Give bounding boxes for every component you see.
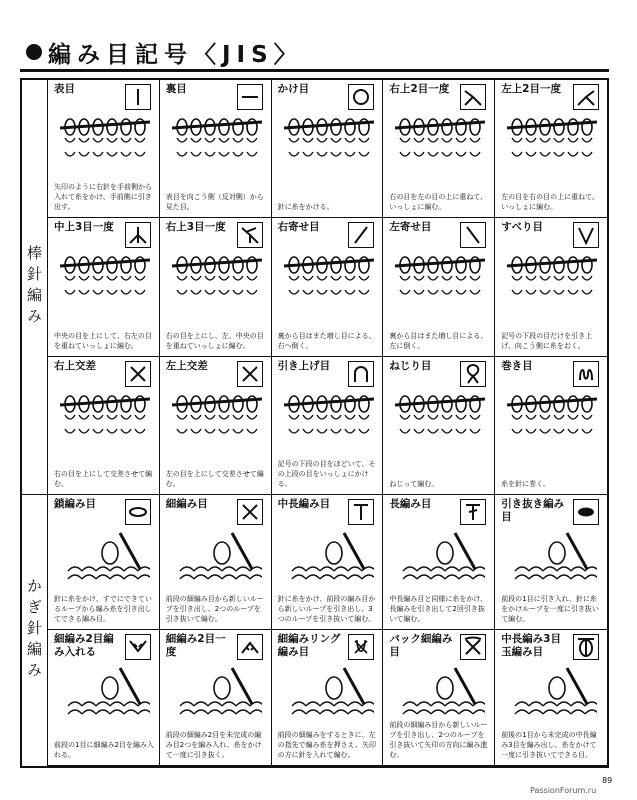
stitch-illustration xyxy=(507,252,597,306)
right-lean-icon xyxy=(460,84,486,110)
stitch-illustration xyxy=(284,252,374,306)
symbol-label: 巻き目 xyxy=(501,360,533,372)
symbol-label: 細編み目 xyxy=(165,498,208,510)
stitch-illustration-box xyxy=(507,664,597,718)
stitch-illustration xyxy=(172,252,262,306)
watermark: PassionForum.ru xyxy=(530,786,597,795)
symbol-cell xyxy=(160,630,272,766)
stitch-illustration xyxy=(395,391,485,445)
stitch-illustration-box xyxy=(395,252,485,306)
symbol-cell xyxy=(160,357,272,495)
symbol-description: 前段の細編み2目を未完成の編み目2つを編み入れ、糸をかけて一度に引き抜く。 xyxy=(165,731,262,759)
symbol-cell xyxy=(48,495,160,630)
twist-icon xyxy=(460,361,486,387)
stitch-illustration-box xyxy=(507,529,597,583)
symbol-description: 右の目を上にし、左、中央の目を重ねていっしょに編む。 xyxy=(165,332,264,350)
symbol-description: 前段の1目に細編み2目を編み入れる。 xyxy=(54,741,154,759)
page-title: 編み目記号〈JIS〉 xyxy=(48,41,303,68)
stitch-illustration xyxy=(395,664,485,718)
stitch-illustration xyxy=(172,114,262,168)
symbol-label: すべり目 xyxy=(501,221,543,233)
right-three-icon xyxy=(237,222,263,248)
stitch-illustration xyxy=(507,664,597,718)
stitch-illustration xyxy=(172,664,262,718)
symbol-label: 細編みリング編み目 xyxy=(277,633,341,658)
stitch-illustration-box xyxy=(60,664,150,718)
vertical-line-icon xyxy=(125,84,151,110)
bobble-icon xyxy=(573,634,599,660)
stitch-illustration xyxy=(60,664,150,718)
stitch-illustration xyxy=(60,529,150,583)
bullet-icon xyxy=(26,44,42,60)
filled-oval-icon xyxy=(573,499,599,525)
symbol-label: 左寄せ目 xyxy=(389,221,432,233)
symbol-label: 表目 xyxy=(54,83,75,95)
symbol-description: 裏から目はまた増し目による、右へ倒く。 xyxy=(277,332,376,350)
stitch-illustration-box xyxy=(172,529,262,583)
stitch-illustration-box xyxy=(172,391,262,445)
symbol-label: バック細編み目 xyxy=(389,633,453,658)
symbol-description: 中央の目を上にして、右左の目を重ねていっしょに編む。 xyxy=(54,332,152,350)
side-label-crochet: かぎ針編み xyxy=(22,495,48,766)
stitch-illustration-box xyxy=(284,252,374,306)
symbol-cell xyxy=(48,218,160,357)
stitch-illustration-box xyxy=(60,252,150,306)
symbol-cell xyxy=(495,80,607,218)
stitch-illustration xyxy=(284,391,374,445)
symbol-label: ねじり目 xyxy=(389,360,432,372)
symbol-label: 裏目 xyxy=(165,83,187,95)
symbol-cell xyxy=(495,218,607,357)
page-number: 89 xyxy=(602,776,613,785)
t-bar-icon xyxy=(460,499,486,525)
stitch-illustration xyxy=(507,114,597,168)
stitch-illustration-box xyxy=(507,114,597,168)
symbol-cell xyxy=(272,357,384,495)
stitch-illustration-box xyxy=(172,252,262,306)
stitch-illustration xyxy=(172,391,262,445)
oval-icon xyxy=(125,499,151,525)
symbol-cell xyxy=(272,495,384,630)
stitch-illustration-box xyxy=(395,114,485,168)
symbol-cell xyxy=(160,80,272,218)
symbol-description: 前段の細編み目から新しいループを引き出し、2つのループを引き抜いて編む。 xyxy=(165,595,264,623)
symbol-description: 中長編み目と同様に糸をかけ、長編みを引き出して2回引き抜いて編む。 xyxy=(389,595,488,623)
symbol-description: 前段の細編み目から新しいループを引き出し、2つのループを引き抜いて矢印の方向に編み進む。 xyxy=(389,721,488,759)
symbol-label: 中長編み目 xyxy=(277,498,331,510)
side-label-knit: 棒針編み xyxy=(22,80,48,495)
stitch-illustration-box xyxy=(284,664,374,718)
symbol-cell xyxy=(272,218,384,357)
stitch-illustration-box xyxy=(395,529,485,583)
symbol-cell xyxy=(495,495,607,630)
stitch-illustration xyxy=(284,664,374,718)
x-icon xyxy=(237,499,263,525)
symbol-description: 左の目を右の目の上に重ねて、いっしょに編む。 xyxy=(501,193,599,211)
left-lean-icon xyxy=(573,84,599,110)
symbol-description: 針に糸をかける。 xyxy=(277,203,334,211)
stitch-illustration xyxy=(395,529,485,583)
symbol-label: 引き抜き編み目 xyxy=(501,498,565,523)
slash-left-icon xyxy=(460,222,486,248)
coil-icon xyxy=(573,361,599,387)
symbol-cell xyxy=(160,495,272,630)
stitch-illustration-box xyxy=(395,391,485,445)
t-icon xyxy=(348,499,374,525)
page-title-bar xyxy=(20,35,609,72)
cross-left-icon xyxy=(237,361,263,387)
symbol-cell xyxy=(160,218,272,357)
arch-icon xyxy=(348,361,374,387)
symbol-cell xyxy=(48,80,160,218)
stitch-illustration xyxy=(60,114,150,168)
symbol-cell xyxy=(272,630,384,766)
circle-icon xyxy=(348,84,374,110)
symbol-label: 左上交差 xyxy=(165,360,208,372)
stitch-illustration-box xyxy=(284,529,374,583)
stitch-illustration-box xyxy=(172,664,262,718)
symbol-description: 左の目を上にして交差させて編む。 xyxy=(165,470,264,488)
v-icon xyxy=(573,222,599,248)
stitch-illustration xyxy=(395,114,485,168)
symbol-label: 右寄せ目 xyxy=(277,221,320,233)
symbol-description: 前段の細編みをするときに、左の指先で編み糸を押さえ、矢印の方に針を入れて編む。 xyxy=(277,731,377,759)
stitch-illustration-box xyxy=(60,391,150,445)
symbol-description: 記号の下段の目をほどいて、その上段の目をいっしょにかける。 xyxy=(277,460,376,488)
center-three-icon xyxy=(125,222,151,248)
symbol-label: 中上3目一度 xyxy=(54,221,114,233)
two-in-one-icon xyxy=(125,634,151,660)
stitch-illustration xyxy=(507,391,597,445)
horizontal-line-icon xyxy=(237,84,263,110)
symbol-description: 糸を針に巻く。 xyxy=(501,480,551,488)
symbol-description: 裏から目はまた増し目による、左に倒く。 xyxy=(389,332,488,350)
symbol-description: 針に糸をかけ、前段の編み目から新しいループを引き出し、3つのループを引き抜いて編む。 xyxy=(277,595,376,623)
stitch-illustration-box xyxy=(507,252,597,306)
symbol-label: 右上2目一度 xyxy=(389,83,450,95)
symbol-label: 右上交差 xyxy=(54,360,96,372)
stitch-illustration-box xyxy=(507,391,597,445)
symbol-label: かけ目 xyxy=(277,83,310,95)
symbol-description: 右の目を上にして交差させて編む。 xyxy=(54,470,152,488)
stitch-illustration xyxy=(172,529,262,583)
back-icon xyxy=(460,634,486,660)
symbol-description: 矢印のように右針を手前側から入れて糸をかけ、手前側に引き出す。 xyxy=(54,183,152,211)
symbol-description: 右の目を左の目の上に重ねて、いっしょに編む。 xyxy=(389,193,488,211)
stitch-illustration xyxy=(507,529,597,583)
symbol-label: 中長編み3目玉編み目 xyxy=(501,633,561,658)
symbol-label: 鎖編み目 xyxy=(54,498,96,510)
symbol-description: ねじって編む。 xyxy=(389,480,439,488)
symbol-cell xyxy=(48,357,160,495)
stitch-illustration xyxy=(60,252,150,306)
stitch-illustration xyxy=(60,391,150,445)
ring-icon xyxy=(348,634,374,660)
stitch-illustration xyxy=(395,252,485,306)
symbol-cell xyxy=(383,630,495,766)
symbol-cell xyxy=(383,218,495,357)
stitch-illustration-box xyxy=(284,114,374,168)
symbol-description: 表目を向こう側（反対側）から見た目。 xyxy=(165,193,264,211)
symbol-label: 左上2目一度 xyxy=(501,83,561,95)
symbol-cell xyxy=(383,80,495,218)
stitch-illustration xyxy=(284,529,374,583)
slash-right-icon xyxy=(348,222,374,248)
cross-right-icon xyxy=(125,361,151,387)
symbol-description: 記号の下段の目だけを引き上げ、向こう側に糸をおく。 xyxy=(501,332,593,350)
stitch-illustration-box xyxy=(60,529,150,583)
symbol-cell xyxy=(272,80,384,218)
symbol-label: 長編み目 xyxy=(389,498,432,510)
symbol-cell xyxy=(495,630,607,766)
stitch-illustration-box xyxy=(395,664,485,718)
two-together-icon xyxy=(237,634,263,660)
symbol-label: 引き上げ目 xyxy=(277,360,331,372)
symbol-description: 前後の1目から未完成の中長編み3目を編み出し、糸をかけて一度に引き抜いてできる目。 xyxy=(501,731,597,759)
symbol-label: 細編み2目一度 xyxy=(165,633,226,658)
symbol-label: 細編み2目編み入れる xyxy=(54,633,114,658)
stitch-illustration-box xyxy=(60,114,150,168)
symbol-cell xyxy=(495,357,607,495)
stitch-illustration xyxy=(284,114,374,168)
symbol-label: 右上3目一度 xyxy=(165,221,226,233)
symbol-table xyxy=(20,78,609,768)
stitch-illustration-box xyxy=(284,391,374,445)
symbol-cell xyxy=(383,495,495,630)
symbol-description: 針に糸をかけ、すでにできているループから編み糸を引き出してできる編み目。 xyxy=(54,595,152,623)
symbol-description: 前段の1目に引き入れ、針に糸をかけループを一度に引き抜いて編む。 xyxy=(501,595,599,623)
symbol-cell xyxy=(48,630,160,766)
stitch-illustration-box xyxy=(172,114,262,168)
symbol-cell xyxy=(383,357,495,495)
